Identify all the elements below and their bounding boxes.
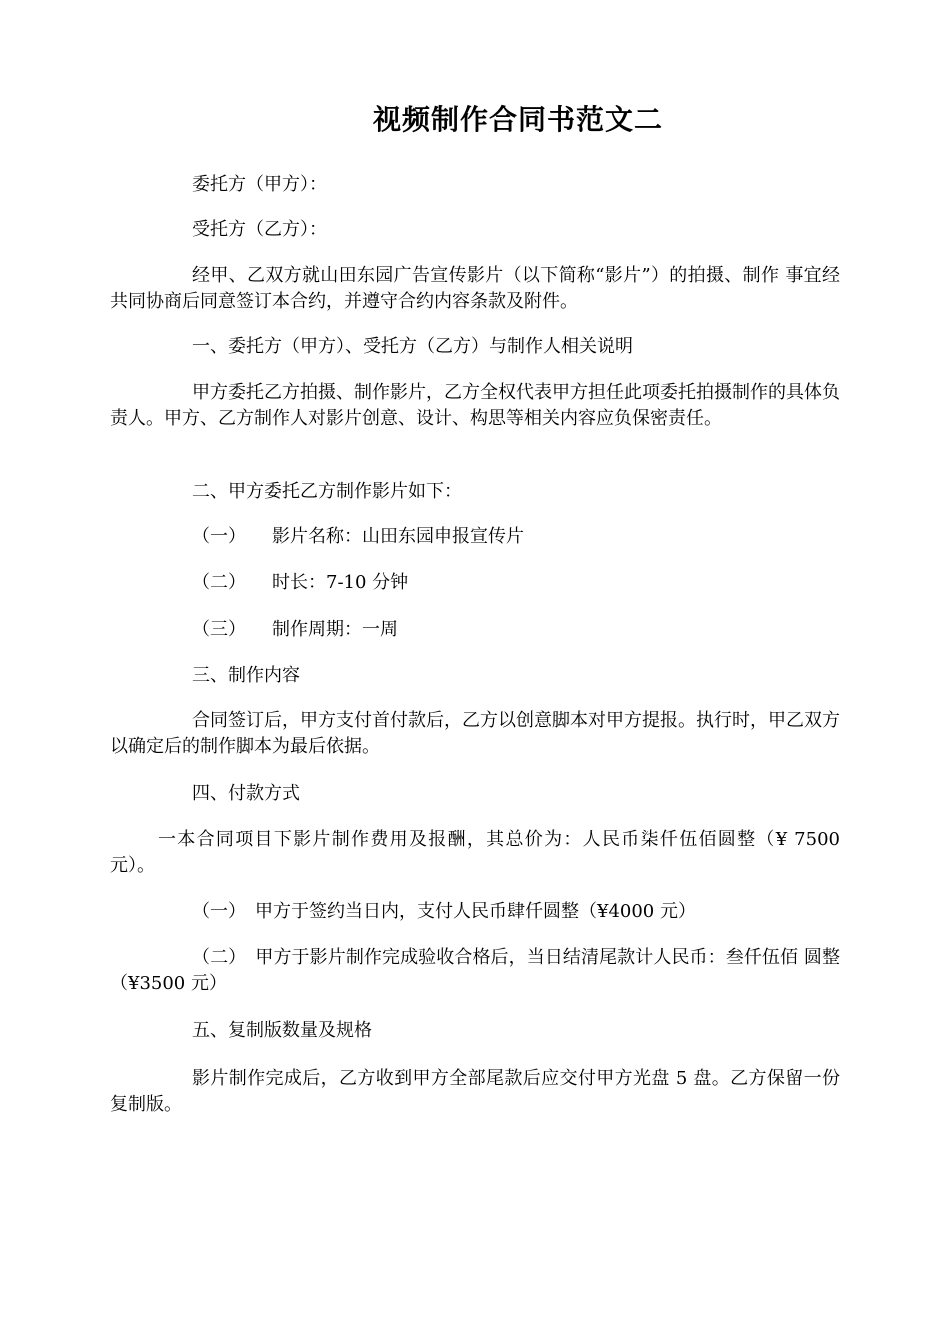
list-item: [192, 524, 524, 550]
section3-heading: 三、制作内容: [192, 665, 300, 686]
list-item-number: （一）: [192, 526, 246, 547]
list-item-text: 影片名称：山田东园申报宣传片: [272, 526, 524, 547]
section2-heading: 二、甲方委托乙方制作影片如下：: [192, 481, 462, 502]
section5-body: 影片制作完成后，乙方收到甲方全部尾款后应交付甲方光盘 5 盘。乙方保留一份复制版。: [110, 1068, 840, 1115]
section4-heading: 四、付款方式: [192, 783, 300, 804]
list-item-number: （二）: [192, 572, 246, 593]
section5-heading: 五、复制版数量及规格: [192, 1020, 372, 1041]
document-title: 视频制作合同书范文二: [373, 103, 664, 136]
section4-item-1: （一） 甲方于签约当日内，支付人民币肆仟圆整（¥4000 元）: [192, 901, 696, 922]
list-item-text: 时长：7-10 分钟: [272, 572, 409, 593]
party-b-line: 受托方（乙方）：: [192, 219, 327, 240]
list-item: [192, 617, 398, 643]
section3-body: 合同签订后，甲方支付首付款后，乙方以创意脚本对甲方提报。执行时，甲乙双方以确定后的制作脚本为最后依据。: [110, 710, 840, 757]
list-item-text: 制作周期：一周: [272, 619, 398, 640]
section4-item-2: （二） 甲方于影片制作完成验收合格后，当日结清尾款计人民币：叁仟伍佰 圆整（¥3500 元）: [110, 947, 840, 994]
section1-body: 甲方委托乙方拍摄、制作影片，乙方全权代表甲方担任此项委托拍摄制作的具体负责人。甲方、乙方制作人对影片创意、设计、构思等相关内容应负保密责任。: [110, 382, 840, 429]
list-item: [192, 570, 408, 596]
party-a-line: 委托方（甲方）：: [192, 174, 327, 195]
intro-paragraph: 经甲、乙双方就山田东园广告宣传影片（以下简称“影片”）的拍摄、制作 事宜经共同协商后同意签订本合约，并遵守合约内容条款及附件。: [110, 265, 840, 312]
list-item-number: （三）: [192, 619, 246, 640]
section4-body: 一本合同项目下影片制作费用及报酬，其总价为：人民币柒仟伍佰圆整（¥ 7500 元）。: [110, 829, 840, 876]
section1-heading: 一、委托方（甲方）、受托方（乙方）与制作人相关说明: [192, 336, 633, 357]
